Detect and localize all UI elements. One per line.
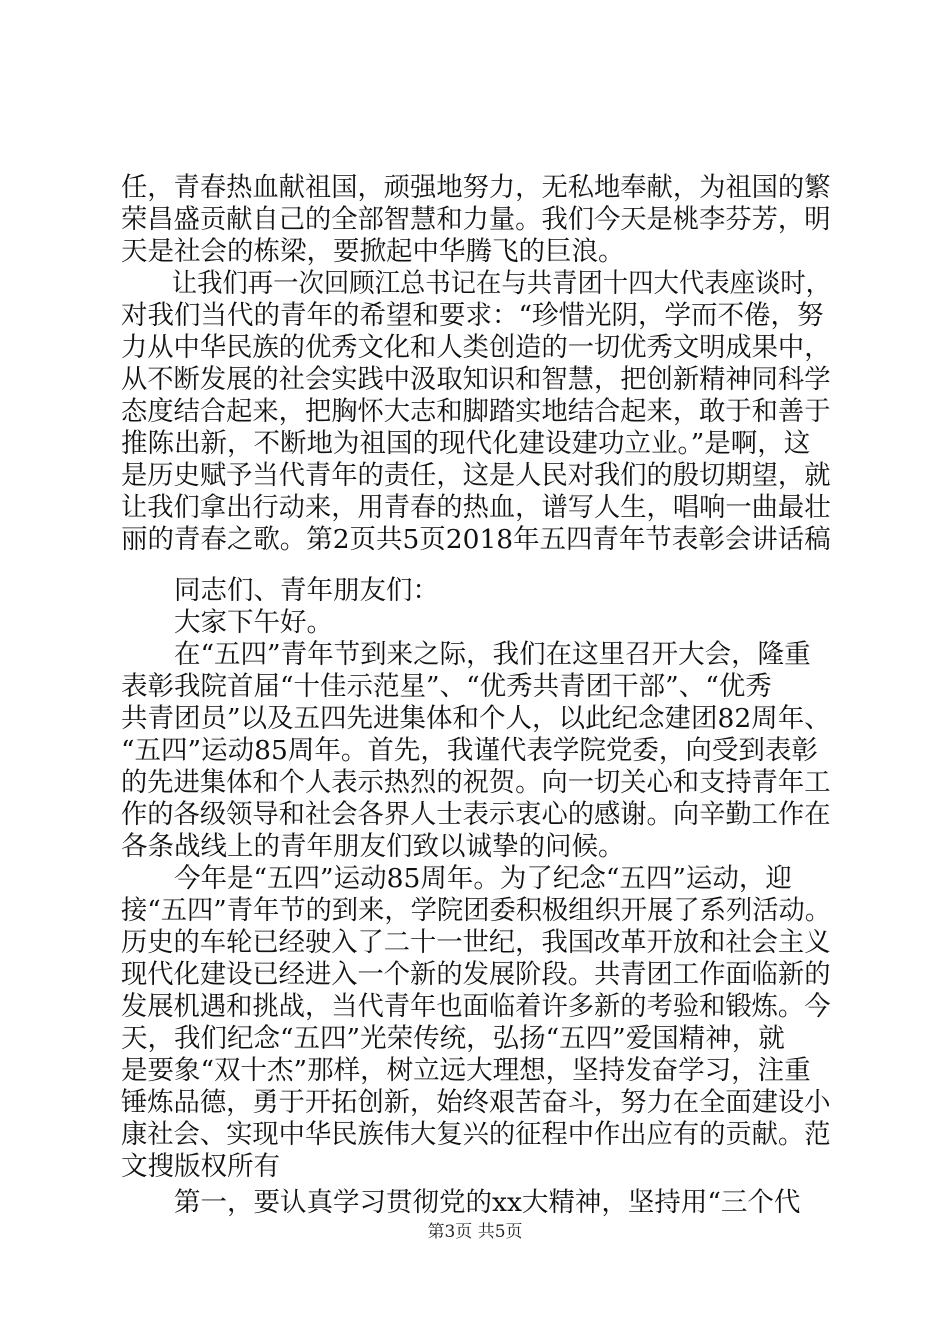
text-line: 荣昌盛贡献自己的全部智慧和力量。我们今天是桃李芬芳，明 xyxy=(121,204,831,235)
text-line: 第一，要认真学习贯彻党的xx大精神，坚持用“三个代 xyxy=(121,1187,801,1218)
text-line: 历史的车轮已经驶入了二十一世纪，我国改革开放和社会主义 xyxy=(121,927,831,958)
text-line: 天是社会的栋梁，要掀起中华腾飞的巨浪。 xyxy=(121,236,625,267)
salutation-line: 同志们、青年朋友们： xyxy=(121,575,439,606)
text-line: 天，我们纪念“五四”光荣传统，弘扬“五四”爱国精神，就 xyxy=(121,1023,785,1054)
text-line: 现代化建设已经进入一个新的发展阶段。共青团工作面临新的 xyxy=(121,959,831,990)
text-line: 康社会、实现中华民族伟大复兴的征程中作出应有的贡献。范 xyxy=(121,1119,831,1150)
text-line: 文搜版权所有 xyxy=(121,1151,280,1182)
text-line: 从不断发展的社会实践中汲取知识和智慧，把创新精神同科学 xyxy=(121,364,831,395)
text-line: 接“五四”青年节的到来，学院团委积极组织开展了系列活动。 xyxy=(121,895,832,926)
text-line: 让我们再一次回顾江总书记在与共青团十四大代表座谈时， xyxy=(121,268,832,299)
text-line: 共青团员”以及五四先进集体和个人，以此纪念建团82周年、 xyxy=(121,703,831,734)
text-line: 表彰我院首届“十佳示范星”、“优秀共青团干部”、“优秀 xyxy=(121,671,772,702)
text-line: 丽的青春之歌。第2页共5页2018年五四青年节表彰会讲话稿 xyxy=(121,524,831,555)
text-line: 的先进集体和个人表示热烈的祝贺。向一切关心和支持青年工 xyxy=(121,767,831,798)
text-line: 是历史赋予当代青年的责任，这是人民对我们的殷切期望，就 xyxy=(121,460,831,491)
text-line: 发展机遇和挑战，当代青年也面临着许多新的考验和锻炼。今 xyxy=(121,991,831,1022)
text-line: 任，青春热血献祖国，顽强地努力，无私地奉献，为祖国的繁 xyxy=(121,172,831,203)
text-line: 力从中华民族的优秀文化和人类创造的一切优秀文明成果中， xyxy=(121,332,831,363)
text-line: 在“五四”青年节到来之际，我们在这里召开大会，隆重 xyxy=(121,639,811,670)
text-line: 让我们拿出行动来，用青春的热血，谱写人生，唱响一曲最壮 xyxy=(121,492,831,523)
text-line: 是要象“双十杰”那样，树立远大理想，坚持发奋学习，注重 xyxy=(121,1055,811,1086)
text-line: 态度结合起来，把胸怀大志和脚踏实地结合起来，敢于和善于 xyxy=(121,396,831,427)
text-line: 锤炼品德，勇于开拓创新，始终艰苦奋斗，努力在全面建设小 xyxy=(121,1087,831,1118)
text-line: 各条战线上的青年朋友们致以诚挚的问候。 xyxy=(121,831,625,862)
text-line: 对我们当代的青年的希望和要求：“珍惜光阴，学而不倦，努 xyxy=(121,300,824,331)
text-line: 今年是“五四”运动85周年。为了纪念“五四”运动，迎 xyxy=(121,863,792,894)
text-line: 作的各级领导和社会各界人士表示衷心的感谢。向辛勤工作在 xyxy=(121,799,831,830)
page-footer: 第3页 共5页 xyxy=(427,1222,523,1242)
text-line: 推陈出新，不断地为祖国的现代化建设建功立业。”是啊，这 xyxy=(121,428,811,459)
text-line: “五四”运动85周年。首先，我谨代表学院党委，向受到表彰 xyxy=(121,735,818,766)
greeting-line: 大家下午好。 xyxy=(121,607,333,638)
